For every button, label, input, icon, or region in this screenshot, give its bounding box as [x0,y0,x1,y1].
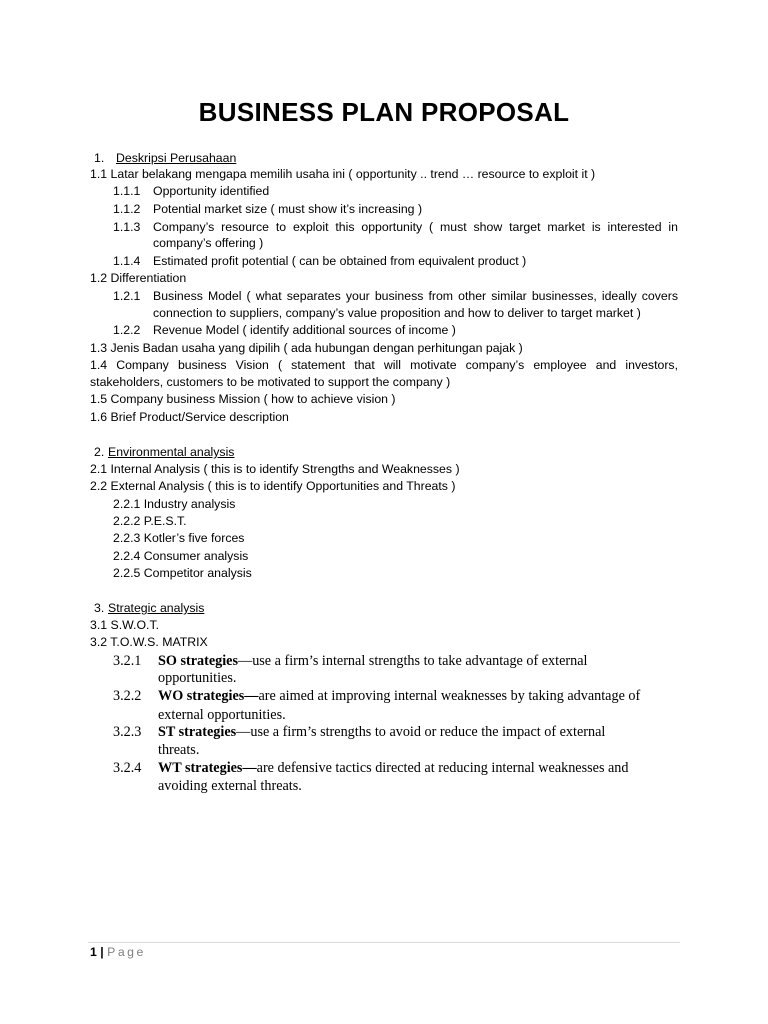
item-1-1-2-number: 1.1.2 [113,202,141,216]
wt-strategies-text: are defensive tactics directed at reducing internal weaknesses and [256,760,629,776]
item-1-1: 1.1 Latar belakang mengapa memilih usaha ini ( opportunity .. trend … resource to exploit it ) [90,167,596,181]
so-strategies-label: SO strategies [158,653,238,669]
item-1-1-2: Potential market size ( must show it’s increasing ) [153,202,423,216]
item-1-3: 1.3 Jenis Badan usaha yang dipilih ( ada hubungan dengan perhitungan pajak ) [90,341,523,355]
item-1-1-4: Estimated profit potential ( can be obtained from equivalent product ) [153,254,527,268]
wt-strategies-label: WT strategies— [158,760,257,776]
item-1-1-4-number: 1.1.4 [113,254,141,268]
footer-rule [88,942,680,943]
item-1-1-1: Opportunity identified [153,184,270,198]
item-1-2-2-number: 1.2.2 [113,323,141,337]
item-1-6: 1.6 Brief Product/Service description [90,410,289,424]
item-2-2-4: 2.2.4 Consumer analysis [113,549,249,563]
section-1-heading: Deskripsi Perusahaan [116,151,237,165]
item-3-2-3-number: 3.2.3 [113,724,142,740]
item-3-2-4-cont: avoiding external threats. [158,778,302,794]
item-2-2-2: 2.2.2 P.E.S.T. [113,514,187,528]
item-1-4: 1.4 Company business Vision ( statement that will motivate company’s employee and investors, [90,358,678,372]
item-1-1-3-cont: company’s offering ) [153,236,264,250]
item-2-2-1: 2.2.1 Industry analysis [113,497,236,511]
page-footer [90,944,146,960]
section-1-number: 1. [94,151,105,165]
item-3-2-2 [158,687,640,705]
item-2-2-3: 2.2.3 Kotler’s five forces [113,531,245,545]
item-3-1: 3.1 S.W.O.T. [90,618,160,632]
section-2-heading: Environmental analysis [108,445,235,459]
so-strategies-text: —use a firm’s internal strengths to take advantage of external [238,653,588,669]
item-1-2-1: Business Model ( what separates your business from other similar businesses, ideally covers [153,289,678,303]
item-2-1: 2.1 Internal Analysis ( this is to identify Strengths and Weaknesses ) [90,462,460,476]
item-2-2: 2.2 External Analysis ( this is to identify Opportunities and Threats ) [90,479,456,493]
section-3-heading: Strategic analysis [108,601,205,615]
item-3-2-4 [158,759,629,777]
item-1-1-3-number: 1.1.3 [113,220,141,234]
item-3-2-2-number: 3.2.2 [113,688,142,704]
item-3-2-4-number: 3.2.4 [113,760,142,776]
item-3-2-3 [158,723,605,741]
item-1-2-2: Revenue Model ( identify additional sources of income ) [153,323,456,337]
item-3-2-2-cont: external opportunities. [158,707,286,723]
item-1-5: 1.5 Company business Mission ( how to achieve vision ) [90,392,396,406]
item-1-2: 1.2 Differentiation [90,271,187,285]
wo-strategies-label: WO strategies— [158,688,259,704]
item-3-2-3-cont: threats. [158,742,200,758]
item-3-2-1 [158,652,587,670]
item-1-1-3: Company’s resource to exploit this opportunity ( must show target market is interested in [153,220,678,234]
st-strategies-label: ST strategies [158,724,237,740]
item-1-2-1-number: 1.2.1 [113,289,141,303]
item-3-2: 3.2 T.O.W.S. MATRIX [90,635,208,649]
section-3-number: 3. [94,601,105,615]
item-1-4-cont: stakeholders, customers to be motivated to support the company ) [90,375,451,389]
item-1-2-1-cont: connection to suppliers, company’s value proposition and how to deliver to target market ) [153,306,641,320]
item-3-2-1-cont: opportunities. [158,670,237,686]
document-title: BUSINESS PLAN PROPOSAL [198,97,570,127]
section-2-number: 2. [94,445,105,459]
wo-strategies-text: are aimed at improving internal weaknesses by taking advantage of [258,688,641,704]
item-1-1-1-number: 1.1.1 [113,184,141,198]
item-3-2-1-number: 3.2.1 [113,653,142,669]
footer-separator: | [100,945,104,959]
footer-page-number: 1 [90,945,97,959]
item-2-2-5: 2.2.5 Competitor analysis [113,566,252,580]
footer-page-label: Page [107,945,146,959]
st-strategies-text: —use a firm’s strengths to avoid or reduce the impact of external [236,724,606,740]
